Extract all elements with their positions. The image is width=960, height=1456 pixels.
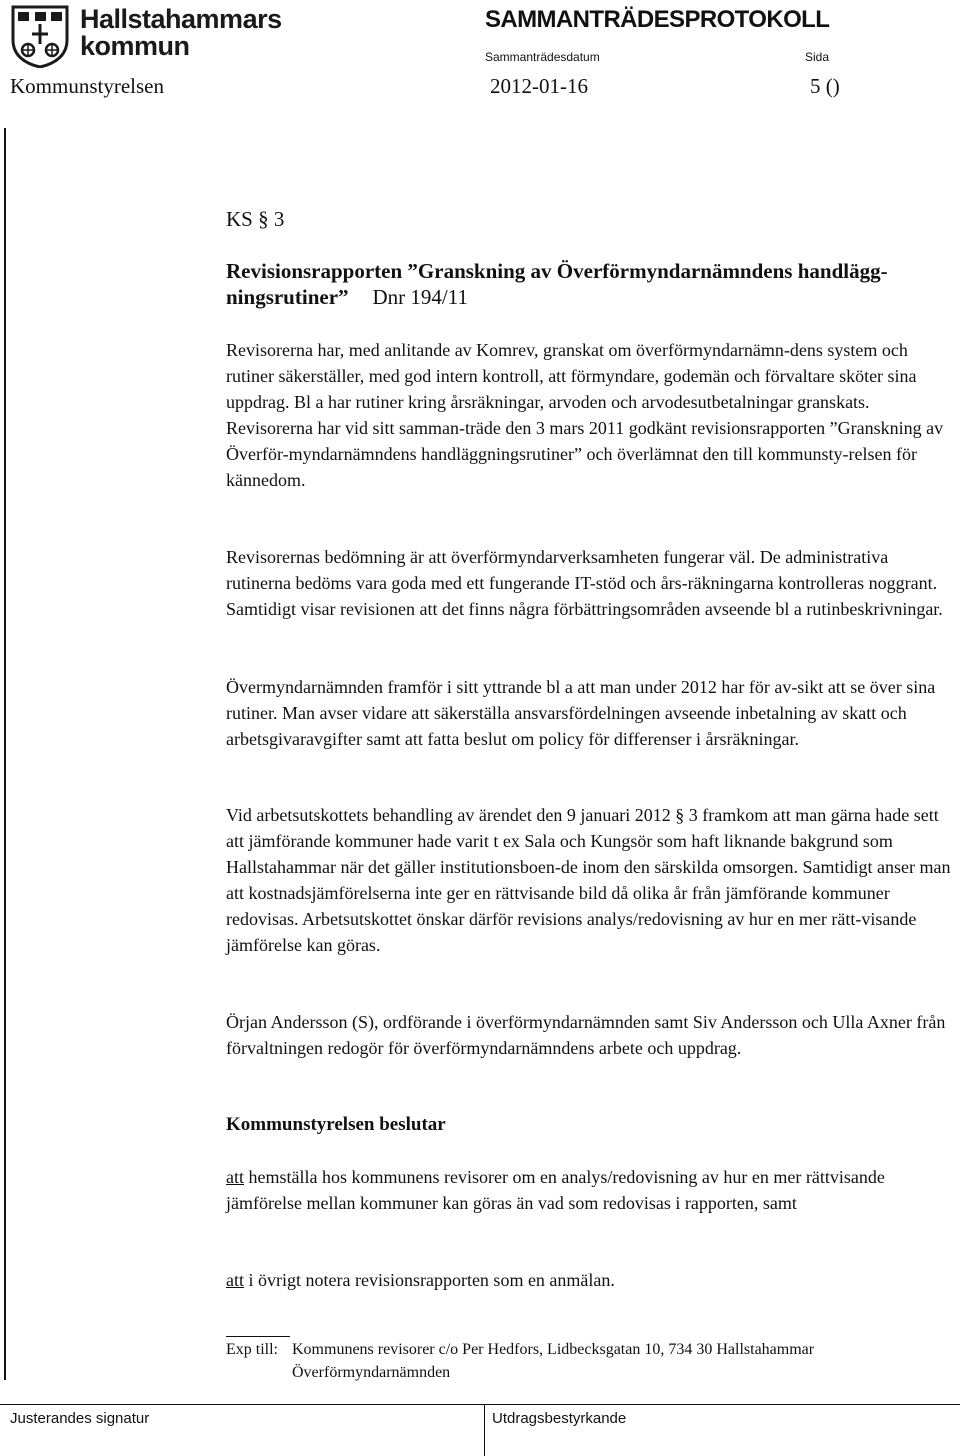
page-number: 5 () bbox=[810, 74, 840, 98]
decision-item-text: hemställa hos kommunens revisorer om en analys/redovisning av hur en mer rättvisande jämförelse mellan kommuner kan göras än vad som redovisas i rapporten, samt bbox=[226, 1167, 885, 1213]
section-number: KS § 3 bbox=[226, 207, 285, 231]
committee-name: Kommunstyrelsen bbox=[10, 74, 164, 98]
paragraph-2: Revisorernas bedömning är att överförmyndarverksamheten fungerar väl. De administrativa rutinerna bedöms vara goda med ett fungerande IT-stöd och års-räkningarna kontrolleras noggrant. Samtidigt visar revisionen att det finns några förbättringsområden avseende bl a rutinbeskrivningar. bbox=[226, 547, 943, 619]
att-keyword: att bbox=[226, 1167, 244, 1187]
decision-heading: Kommunstyrelsen beslutar bbox=[226, 1114, 446, 1135]
paragraph-5: Örjan Andersson (S), ordförande i överförmyndarnämnden samt Siv Andersson och Ulla Axner från förvaltningen redogör för överförmyndarnämndens arbete och uppdrag. bbox=[226, 1012, 946, 1058]
left-margin-rule bbox=[4, 128, 6, 1380]
distribution-recipient-1: Kommunens revisorer c/o Per Hedfors, Lidbecksgatan 10, 734 30 Hallstahammar bbox=[292, 1341, 815, 1358]
att-keyword: att bbox=[226, 1270, 244, 1290]
paragraph-3: Övermyndarnämnden framför i sitt yttrande bl a att man under 2012 har för av-sikt att se över sina rutiner. Man avser vidare att säkerställa ansvarsfördelningen avseende inbetalning av skatt och arbetsgivaravgifter samt att fatta beslut om policy för differenser i årsräkningar. bbox=[226, 677, 936, 749]
distribution-list bbox=[226, 1338, 814, 1384]
distribution-recipient-2: Överförmyndarnämnden bbox=[292, 1364, 451, 1381]
meeting-date-label: Sammanträdesdatum bbox=[485, 50, 600, 64]
municipality-logo-text bbox=[80, 6, 282, 60]
document-type-title: SAMMANTRÄDESPROTOKOLL bbox=[485, 6, 830, 33]
distribution-label: Exp till: bbox=[226, 1341, 278, 1358]
logo-line-2: kommun bbox=[80, 31, 190, 61]
signature-label: Justerandes signatur bbox=[10, 1410, 150, 1427]
decision-item-2 bbox=[226, 1267, 954, 1293]
extract-certification-label: Utdragsbestyrkande bbox=[492, 1410, 627, 1427]
section-title bbox=[226, 258, 954, 310]
decision-item-1 bbox=[226, 1164, 954, 1216]
distribution-rule bbox=[226, 1336, 290, 1337]
page-label: Sida bbox=[805, 50, 830, 64]
footer-rule bbox=[0, 1404, 960, 1405]
paragraph-1: Revisorerna har, med anlitande av Komrev, granskat om överförmyndarnämn-dens system och rutiner säkerställer, med god intern kontroll, att förmyndare, godemän och förvaltare sköter sina uppdrag. Bl a har rutiner kring årsräkningar, arvoden och arvodesutbetalningar granskats. Revisorerna har vid sitt samman-träde den 3 mars 2011 godkänt revisionsrapporten ”Granskning av Överför-myndarnämndens handläggningsrutiner” och överlämnat den till kommunsty-relsen för kännedom. bbox=[226, 340, 944, 490]
decision-item-text: i övrigt notera revisionsrapporten som en anmälan. bbox=[244, 1270, 615, 1290]
municipal-crest-icon bbox=[10, 4, 70, 68]
section-title-text: Revisionsrapporten ”Granskning av Överförmyndarnämndens handlägg-ningsrutiner” bbox=[226, 259, 888, 309]
logo-line-1: Hallstahammars bbox=[80, 4, 282, 34]
paragraph-4: Vid arbetsutskottets behandling av ärendet den 9 januari 2012 § 3 framkom att man gärna hade sett att jämförande kommuner hade varit t ex Sala och Kungsör som haft liknande bakgrund som Hallstahammar när det gäller institutionsboen-de inom den särskilda omsorgen. Samtidigt anser man att kostnadsjämförelserna inte ger en rättvisande bild då olika år från jämförande kommuner redovisas. Arbetsutskottet önskar därför revisions analys/redovisning av hur en mer rätt-visande jämförelse kan göras. bbox=[226, 805, 951, 955]
diary-number: Dnr 194/11 bbox=[372, 285, 468, 309]
footer-divider bbox=[484, 1405, 485, 1456]
meeting-date: 2012-01-16 bbox=[490, 74, 588, 98]
